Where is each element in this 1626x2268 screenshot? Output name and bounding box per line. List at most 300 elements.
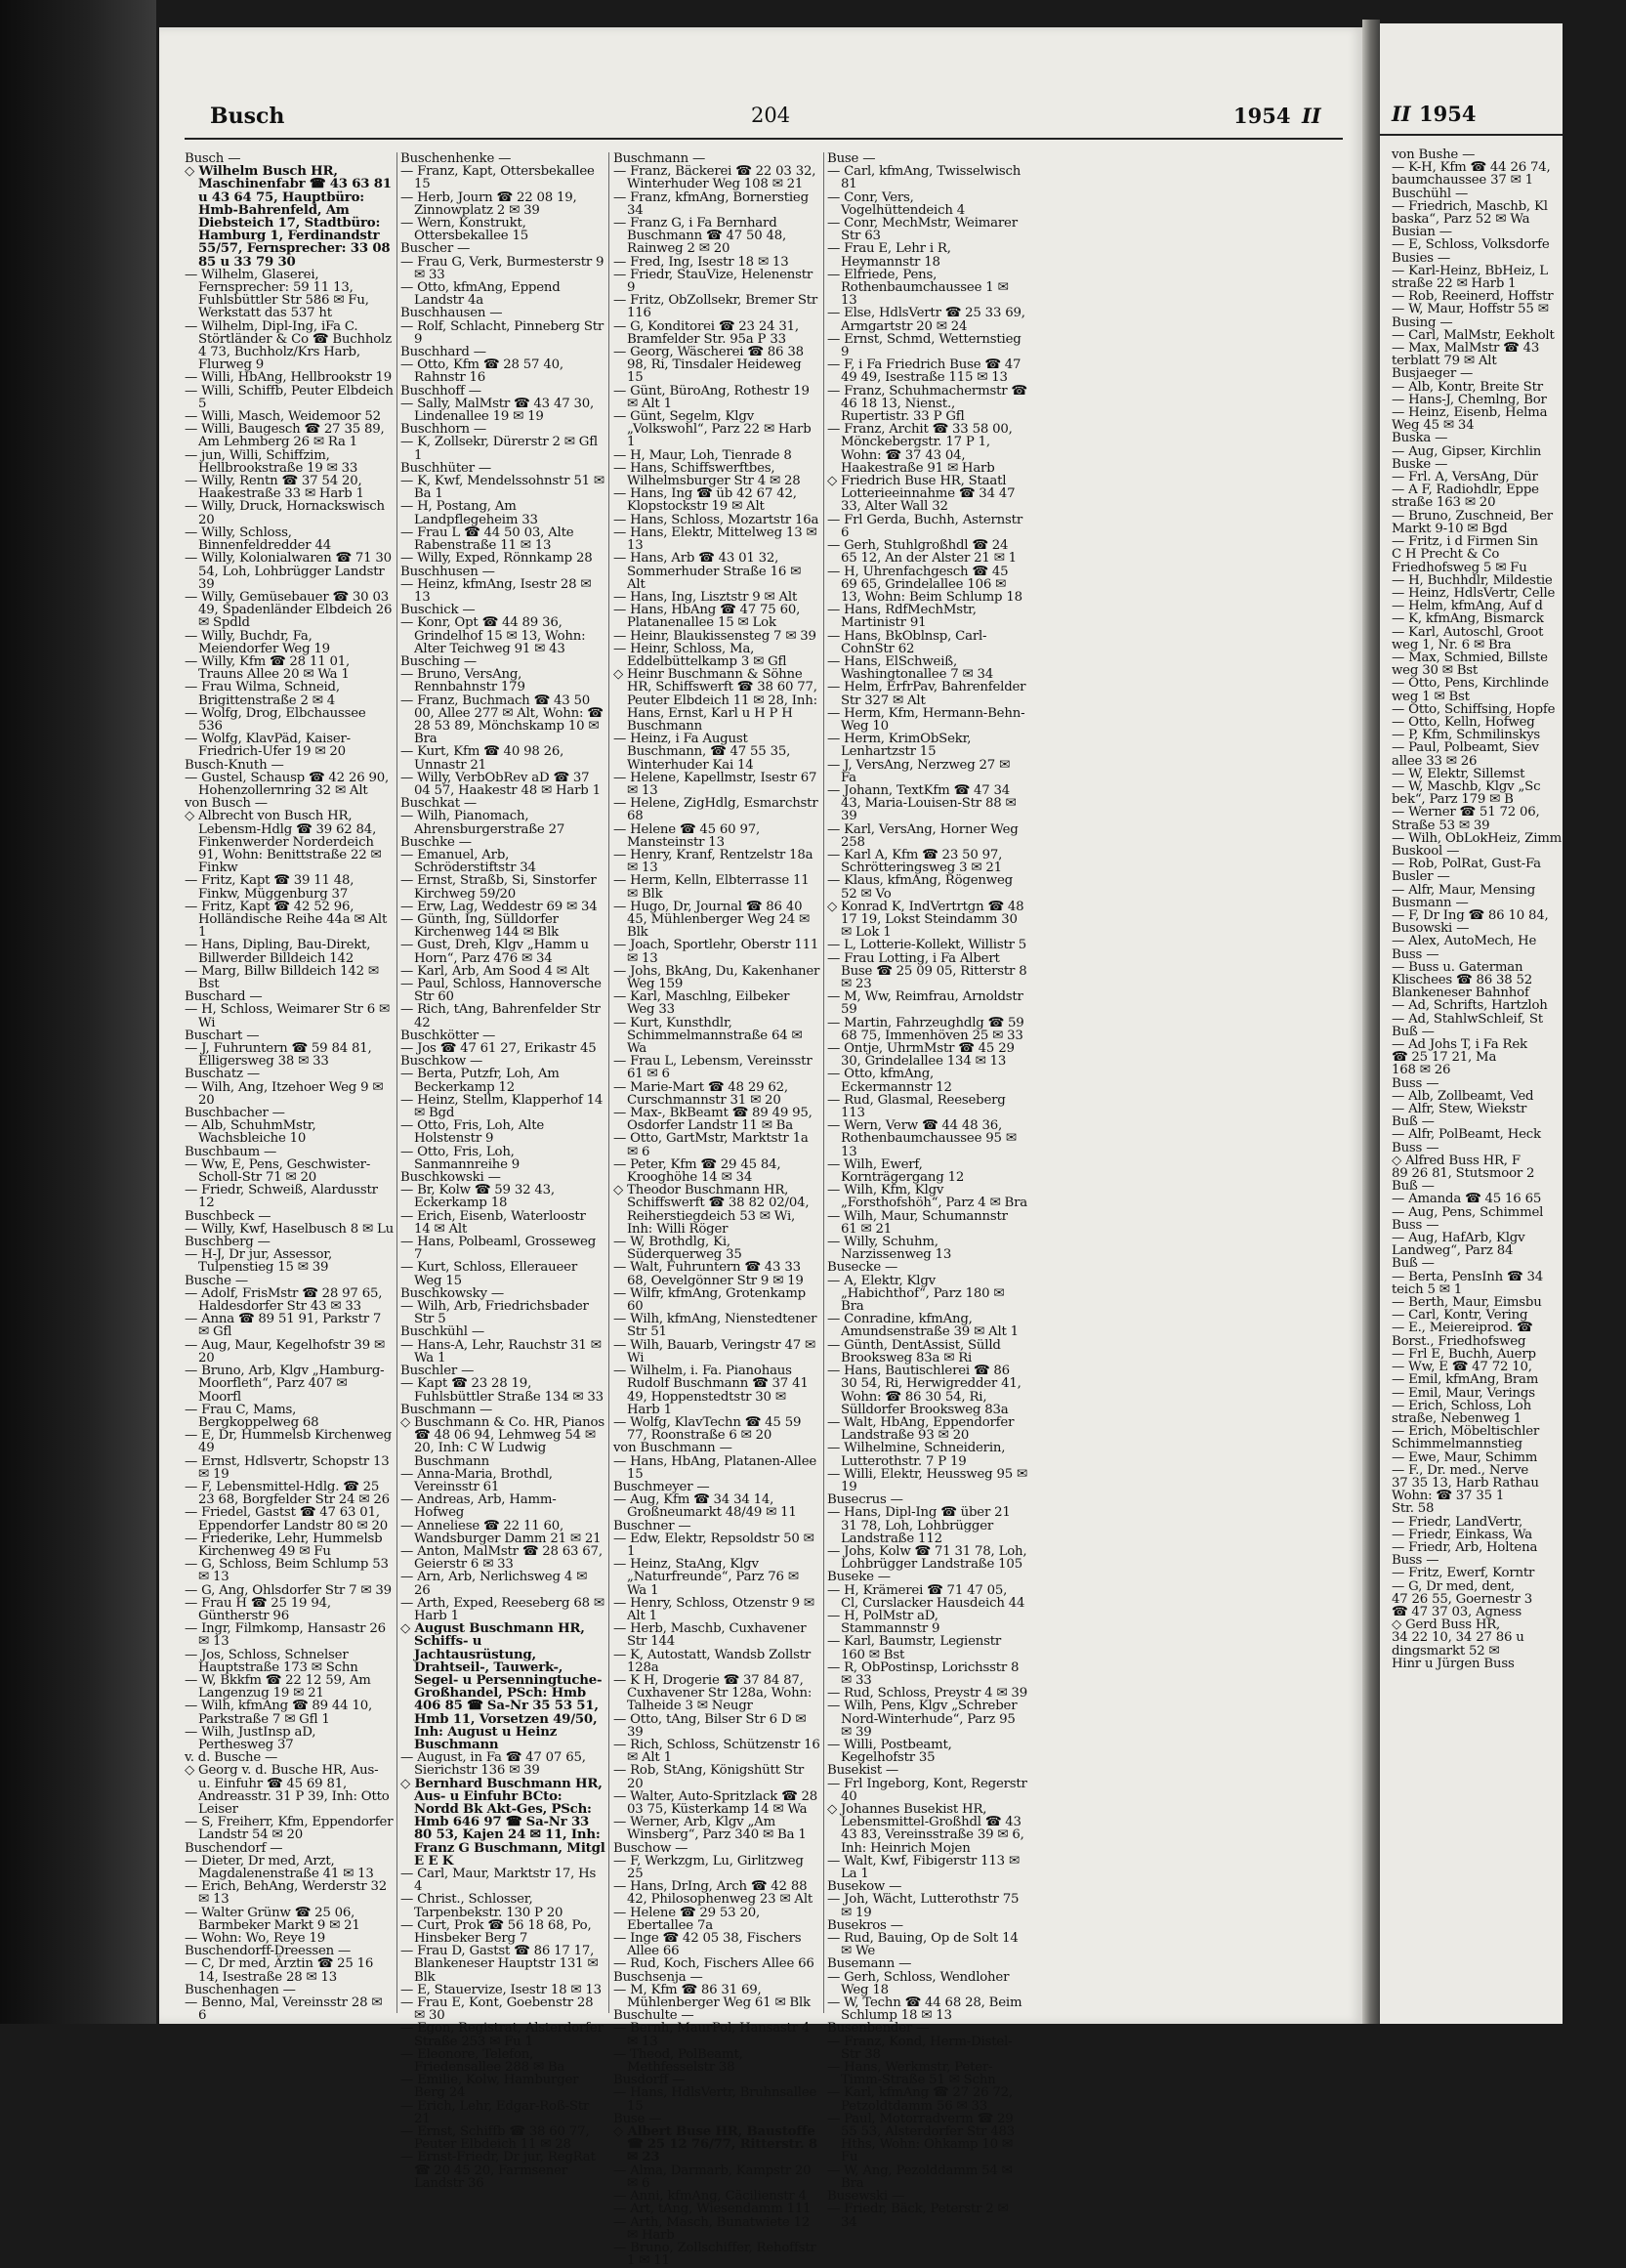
directory-entry: — Alfr, Maur, Mensing bbox=[1392, 882, 1536, 898]
directory-entry: — E., Meiereiprod. ☎ bbox=[1392, 1321, 1533, 1336]
header-rule bbox=[185, 138, 1343, 140]
directory-entry: — G, Ang, Ohlsdorfer Str 7 ✉ 39 bbox=[185, 1582, 392, 1598]
directory-entry: 168 ✉ 26 bbox=[1392, 1063, 1451, 1078]
directory-entry: — M, Kfm ☎ 86 31 69, Mühlenberger Weg 61 ✉ Blk bbox=[613, 1982, 811, 2011]
directory-entry: — J, Fuhruntern ☎ 59 84 81, Elligersweg 38 ✉ 33 bbox=[185, 1041, 372, 1070]
directory-entry: — Otto, kfmAng, Eckermannstr 12 bbox=[827, 1067, 952, 1095]
directory-entry: — F., Dr. med., Nerve bbox=[1392, 1462, 1529, 1478]
directory-entry: — W, Elektr, Sillemst bbox=[1392, 766, 1525, 781]
directory-entry: — Willy, Kolonialwaren ☎ 71 30 54, Loh, Lohbrügger Landstr 39 bbox=[185, 551, 392, 592]
directory-entry: — Else, HdlsVertr ☎ 25 33 69, Armgartstr 20 ✉ 24 bbox=[827, 306, 1025, 334]
directory-entry: — Ww, E ☎ 47 72 10, bbox=[1392, 1360, 1532, 1375]
surname-heading: Buse — bbox=[613, 2111, 662, 2126]
surname-heading: Buschhüter — bbox=[400, 460, 491, 476]
directory-entry: — Alb, Zollbeamt, Ved bbox=[1392, 1088, 1534, 1104]
surname-heading: Busmann — bbox=[1392, 895, 1469, 910]
directory-entry: — Otto, Fris, Loh, Sanmannreihe 9 bbox=[400, 1144, 521, 1172]
directory-entry: — Otto, tAng, Bilser Str 6 D ✉ 39 bbox=[613, 1711, 807, 1740]
directory-entry: — Willi, Masch, Weidemoor 52 bbox=[185, 409, 381, 425]
directory-entry: — Max-, BkBeamt ☎ 89 49 95, Osdorfer Landstr 11 ✉ Ba bbox=[613, 1106, 813, 1134]
directory-entry: — Günt, BüroAng, Rothestr 19 ✉ Alt 1 bbox=[613, 383, 810, 411]
surname-heading: Buschühl — bbox=[1392, 186, 1469, 201]
directory-entry: — Heinr, Schloss, Ma, Eddelbüttelkamp 3 ✉ Gfl bbox=[613, 641, 787, 669]
directory-entry: — Willy, Druck, Hornackswisch 20 bbox=[185, 499, 385, 527]
directory-entry: — Erich, Lehr, Edgar-Roß-Str 21 bbox=[400, 2098, 590, 2126]
surname-heading: Buschke — bbox=[400, 834, 472, 850]
directory-entry: — Frau G, Verk, Burmesterstr 9 ✉ 33 bbox=[400, 254, 605, 282]
surname-heading: Buschard — bbox=[185, 989, 263, 1005]
directory-entry: — Erich, Möbeltischler bbox=[1392, 1424, 1540, 1440]
directory-entry: — Karl, VersAng, Horner Weg 258 bbox=[827, 821, 1019, 850]
directory-entry: — Heinz, HdlsVertr, Celle bbox=[1392, 585, 1556, 601]
directory-entry: — Rud, Bauing, Op de Solt 14 ✉ We bbox=[827, 1931, 1019, 1959]
surname-heading: von Busch — bbox=[185, 796, 268, 812]
surname-heading: Buss — bbox=[1392, 1553, 1439, 1569]
directory-entry: — Wilh, Maur, Schumannstr 61 ✉ 21 bbox=[827, 1208, 1008, 1237]
directory-entry: — Franz, Schuhmachermstr ☎ 46 18 13, Nienst., Rupertistr. 33 P Gfl bbox=[827, 383, 1027, 425]
directory-entry: — Hans-A, Lehr, Rauchstr 31 ✉ Wa 1 bbox=[400, 1337, 602, 1365]
directory-entry: — Wern, Verw ☎ 44 48 36, Rothenbaumchaussee 95 ✉ 13 bbox=[827, 1118, 1017, 1159]
directory-entry: — A, Elektr, Klgv „Habichthof“, Parz 180 ✉ Bra bbox=[827, 1273, 1005, 1315]
surname-heading: Busch — bbox=[185, 151, 241, 166]
directory-entry: — Wilh, Bauarb, Veringstr 47 ✉ Wi bbox=[613, 1337, 815, 1365]
directory-entry: — Gustel, Schausp ☎ 42 26 90, Hohenzollernring 32 ✉ Alt bbox=[185, 770, 390, 798]
directory-entry: — Hans, Bautischlerei ☎ 86 30 54, Ri, Herwigredder 41, Wohn: ☎ 86 30 54, Ri, Sülldorfer Brooksweg 83a bbox=[827, 1364, 1021, 1417]
directory-entry: — Amanda ☎ 45 16 65 bbox=[1392, 1192, 1542, 1207]
directory-entry: — Fritz, Kapt ☎ 39 11 48, Finkw, Müggenburg 37 bbox=[185, 873, 354, 902]
directory-entry: — Franz, kfmAng, Bornerstieg 34 bbox=[613, 189, 809, 218]
directory-entry: — Willi, Elektr, Heussweg 95 ✉ 19 bbox=[827, 1466, 1027, 1494]
surname-heading: Buschner — bbox=[613, 1518, 691, 1533]
directory-entry: straße 22 ✉ Harb 1 bbox=[1392, 276, 1517, 292]
directory-entry: ◇ Heinr Buschmann & Söhne HR, Schiffswerft ☎ 38 60 77, Peuter Elbdeich 11 ✉ 28, Inh: Hans, Ernst, Karl u H P H Buschmann bbox=[613, 667, 817, 734]
directory-entry: — Aug, Gipser, Kirchlin bbox=[1392, 443, 1542, 459]
directory-entry: — H, Maur, Loh, Tienrade 8 bbox=[613, 447, 792, 463]
directory-entry: — Curt, Prok ☎ 56 18 68, Po, Hinsbeker Berg 7 bbox=[400, 1917, 592, 1947]
directory-entry: — Conr, MechMstr, Weimarer Str 63 bbox=[827, 216, 1018, 244]
directory-entry: — Bernh, MaurPol, Hansastr 4 ✉ 13 bbox=[613, 2021, 811, 2049]
surname-heading: Buschenhagen — bbox=[185, 1982, 296, 1997]
directory-entry: — Herm, Kfm, Hermann-Behn-Weg 10 bbox=[827, 705, 1025, 734]
surname-heading: Buß — bbox=[1392, 1256, 1435, 1272]
surname-heading: Busch-Knuth — bbox=[185, 757, 284, 773]
directory-entry: — Erich, BehAng, Werderstr 32 ✉ 13 bbox=[185, 1879, 388, 1908]
surname-heading: Busler — bbox=[1392, 869, 1450, 885]
directory-entry: — Heinz, kfmAng, Isestr 28 ✉ 13 bbox=[400, 576, 592, 605]
directory-entry: — Kapt ☎ 23 28 19, Fuhlsbüttler Straße 134 ✉ 33 bbox=[400, 1376, 604, 1405]
column-3 bbox=[613, 151, 820, 2268]
column-divider bbox=[608, 152, 609, 2013]
directory-entry: — Hans, Ing, Lisztstr 9 ✉ Alt bbox=[613, 589, 798, 605]
directory-entry: — Wilh, Arb, Friedrichsbader Str 5 bbox=[400, 1299, 589, 1327]
surname-heading: Buschkötter — bbox=[400, 1028, 496, 1043]
scan-background-left bbox=[0, 0, 156, 2024]
right-running-head-year: 1954 bbox=[1419, 102, 1477, 126]
column-divider bbox=[396, 152, 397, 2013]
directory-entry: — Frau Wilma, Schneid, Brigittenstraße 2 ✉ 4 bbox=[185, 680, 340, 708]
directory-entry: — Wilhelm, i. Fa. Pianohaus Rudolf Buschmann ☎ 37 41 49, Hoppenstedtstr 30 ✉ Harb 1 bbox=[613, 1364, 809, 1417]
directory-entry: — G, Dr med, dent, bbox=[1392, 1578, 1515, 1594]
directory-entry: baska“, Parz 52 ✉ Wa bbox=[1392, 212, 1530, 228]
directory-entry: — Heinr, Blaukissensteg 7 ✉ 39 bbox=[613, 628, 816, 644]
directory-entry: — Wilh, JustInsp aD, Perthesweg 37 bbox=[185, 1724, 316, 1752]
directory-entry: teich 5 ✉ 1 bbox=[1392, 1281, 1463, 1297]
directory-entry: — Ingr, Filmkomp, Hansastr 26 ✉ 13 bbox=[185, 1621, 386, 1650]
directory-entry: — Heinz, Eisenb, Helma bbox=[1392, 405, 1548, 421]
book-gutter bbox=[1362, 20, 1380, 2024]
directory-entry: — Herb, Journ ☎ 22 08 19, Zinnowplatz 2 ✉ 39 bbox=[400, 189, 577, 218]
directory-entry: — Frau C, Mams, Bergkoppelweg 68 bbox=[185, 1402, 319, 1430]
directory-entry: 34 22 10, 34 27 86 u bbox=[1392, 1630, 1524, 1646]
directory-entry: — E, Dr, Hummelsb Kirchenweg 49 bbox=[185, 1428, 392, 1456]
directory-entry: — Hans, DrIng, Arch ☎ 42 88 42, Philosophenweg 23 ✉ Alt bbox=[613, 1879, 813, 1908]
directory-entry: — Hans, HbAng, Platanen-Allee 15 bbox=[613, 1453, 817, 1482]
directory-entry: — Wilh, Pens, Klgv „Schreber Nord-Winterhude“, Parz 95 ✉ 39 bbox=[827, 1699, 1018, 1740]
directory-entry: — Willi, Baugesch ☎ 27 35 89, Am Lehmberg 26 ✉ Ra 1 bbox=[185, 422, 385, 450]
surname-heading: Buske — bbox=[1392, 456, 1448, 472]
column-divider bbox=[823, 152, 824, 2013]
directory-entry: — Helene, ZigHdlg, Esmarchstr 68 bbox=[613, 796, 818, 824]
directory-entry: — Rud, Glasmal, Reeseberg 113 bbox=[827, 1092, 1006, 1121]
directory-page-right bbox=[1380, 23, 1563, 2024]
column-2 bbox=[400, 151, 605, 2191]
directory-entry: — Walt, HbAng, Eppendorfer Landstraße 93 ✉ 20 bbox=[827, 1414, 1015, 1444]
directory-entry: — Heinz, StaAng, Klgv „Naturfreunde“, Parz 76 ✉ Wa 1 bbox=[613, 1557, 799, 1598]
directory-entry: C H Precht & Co bbox=[1392, 547, 1500, 563]
directory-entry: — Edw, Elektr, Repsoldstr 50 ✉ 1 bbox=[613, 1531, 814, 1559]
surname-heading: Buss — bbox=[1392, 1075, 1439, 1091]
surname-heading: Buschart — bbox=[185, 1028, 260, 1043]
directory-entry: — Ernst, Schiffb ☎ 38 60 77, Peuter Elbdeich 11 ✉ 28 bbox=[400, 2124, 590, 2153]
directory-entry: — Hans, Dipl-Ing ☎ über 21 31 78, Loh, Lohbrügger Landstraße 112 bbox=[827, 1505, 1011, 1546]
directory-entry: — Ontje, UhrmMstr ☎ 45 29 30, Grindelallee 134 ✉ 13 bbox=[827, 1041, 1015, 1070]
directory-entry: — Franz, Kond, Herm-Distel-Str 38 bbox=[827, 2034, 1013, 2062]
directory-entry: — Paul, Polbeamt, Siev bbox=[1392, 740, 1539, 756]
directory-entry: — W, Ang, Pezolddamm 54 ✉ Bra bbox=[827, 2163, 1013, 2191]
directory-entry: Klischees ☎ 86 38 52 bbox=[1392, 973, 1533, 987]
surname-heading: Buska — bbox=[1392, 431, 1448, 446]
directory-entry: — Rich, Schloss, Schützenstr 16 ✉ Alt 1 bbox=[613, 1737, 820, 1766]
surname-heading: Buschkat — bbox=[400, 796, 478, 812]
directory-entry: terblatt 79 ✉ Alt bbox=[1392, 354, 1497, 369]
directory-entry: — Alfr, Stew, Wiekstr bbox=[1392, 1102, 1527, 1117]
directory-entry: 89 26 81, Stutsmoor 2 bbox=[1392, 1166, 1535, 1182]
directory-entry: Blankeneser Bahnhof bbox=[1392, 986, 1529, 1001]
directory-entry: ◇ Konrad K, IndVertrtgn ☎ 48 17 19, Lokst Steindamm 30 ✉ Lok 1 bbox=[827, 899, 1024, 941]
surname-heading: Buschsenja — bbox=[613, 1969, 703, 1985]
directory-entry: — Inge ☎ 42 05 38, Fischers Allee 66 bbox=[613, 1931, 802, 1959]
surname-heading: Buschendorff-Dreessen — bbox=[185, 1944, 352, 1959]
directory-entry: — Theod, PolBeamt, Methfesselstr 38 bbox=[613, 2046, 743, 2076]
directory-entry: 37 35 13, Harb Rathau bbox=[1392, 1475, 1539, 1491]
directory-entry: — Ad, StahlwSchleif, St bbox=[1392, 1011, 1543, 1027]
directory-entry: weg 30 ✉ Bst bbox=[1392, 663, 1479, 679]
directory-entry: — Hans, Polbeaml, Grosseweg 7 bbox=[400, 1235, 597, 1263]
directory-entry: — Joach, Sportlehr, Oberstr 111 ✉ 13 bbox=[613, 938, 819, 966]
surname-heading: von Buschmann — bbox=[613, 1441, 732, 1456]
directory-entry: — Berta, Putzfr, Loh, Am Beckerkamp 12 bbox=[400, 1067, 560, 1095]
directory-entry: — Willy, Buchdr, Fa, Meiendorfer Weg 19 bbox=[185, 628, 330, 656]
directory-entry: ◇ Bernhard Buschmann HR, Aus- u Einfuhr BCto: Nordd Bk Akt-Ges, PSch: Hmb 646 97 ☎ Sa-Nr 33 80 53, Kajen 24 ✉ 11, Inh: Franz G Buschmann, Mitgl E E K bbox=[400, 1776, 605, 1869]
directory-entry: — Ernst-Friedr, Dr jur, RegRat ☎ 20 45 20, Farmsener Landstr 36 bbox=[400, 2150, 596, 2191]
directory-entry: — Bruno, Arb, Klgv „Hamburg-Moorfleth“, Parz 407 ✉ Moorfl bbox=[185, 1364, 385, 1405]
directory-entry: — Wilh, kfmAng, Nienstedtener Str 51 bbox=[613, 1312, 817, 1340]
directory-entry: — Berth, Maur, Eimsbu bbox=[1392, 1295, 1542, 1311]
directory-entry: — S, Freiherr, Kfm, Eppendorfer Landstr 54 ✉ 20 bbox=[185, 1815, 394, 1843]
directory-entry: — Willi, Schiffb, Peuter Elbdeich 5 bbox=[185, 383, 394, 411]
surname-heading: Buss — bbox=[1392, 1217, 1439, 1233]
directory-entry: — Wilh, Kfm, Klgv „Forsthofshöh“, Parz 4 ✉ Bra bbox=[827, 1183, 1027, 1211]
directory-entry: — Helene, Kapellmstr, Isestr 67 ✉ 13 bbox=[613, 770, 817, 798]
surname-heading: Buß — bbox=[1392, 1179, 1435, 1195]
surname-heading: Buschhoff — bbox=[400, 383, 481, 399]
directory-entry: — Max, Schmied, Billste bbox=[1392, 650, 1548, 665]
directory-entry: — A F, Radiohdlr, Eppe bbox=[1392, 483, 1539, 498]
directory-entry: — Fritz, ObZollsekr, Bremer Str 116 bbox=[613, 293, 818, 321]
directory-entry: — H, Krämerei ☎ 71 47 05, Cl, Curslacker Hausdeich 44 bbox=[827, 1582, 1025, 1611]
directory-entry: — Friedr, Arb, Holtena bbox=[1392, 1539, 1538, 1555]
directory-entry: — Eleonore, Telefon, Friedensallee 288 ✉ Ba bbox=[400, 2046, 565, 2076]
surname-heading: Buschmann — bbox=[400, 1402, 493, 1417]
directory-entry: Schimmelmannstieg bbox=[1392, 1437, 1522, 1452]
directory-entry: — Carl, Maur, Marktstr 17, Hs 4 bbox=[400, 1867, 597, 1895]
directory-entry: — Elfriede, Pens, Rothenbaumchaussee 1 ✉ 13 bbox=[827, 267, 1009, 309]
directory-entry: — Hans, BkOblnsp, Carl-CohnStr 62 bbox=[827, 628, 987, 656]
directory-entry: — K H, Drogerie ☎ 37 84 87, Cuxhavener Str 128a, Wohn: Talheide 3 ✉ Neugr bbox=[613, 1672, 813, 1714]
directory-entry: — Henry, Kranf, Rentzelstr 18a ✉ 13 bbox=[613, 847, 813, 876]
directory-entry: — Henry, Schloss, Otzenstr 9 ✉ Alt 1 bbox=[613, 1595, 814, 1623]
directory-entry: — Hans-J, Chemlng, Bor bbox=[1392, 392, 1547, 407]
directory-entry: — Hans, RdfMechMstr, Martinistr 91 bbox=[827, 603, 977, 631]
directory-entry: — Otto, Kfm ☎ 28 57 40, Rahnstr 16 bbox=[400, 357, 563, 386]
directory-entry: — Wilh, Ang, Itzehoer Weg 9 ✉ 20 bbox=[185, 1079, 384, 1108]
directory-entry: ◇ August Buschmann HR, Schiffs- u Jachtausrüstung, Drahtseil-, Tauwerk-, Segel- u Persenningtuche-Großhandel, PSch: Hmb 406 85 ☎ Sa-Nr 35 53 51, Hmb 11, Vorsetzen 49/50, Inh: August u Heinz Buschmann bbox=[400, 1621, 603, 1752]
directory-entry: allee 33 ✉ 26 bbox=[1392, 753, 1478, 769]
directory-entry: — Bruno, Zollschiffer, Rehoffstr 1 ✉ 11 bbox=[613, 2240, 816, 2268]
directory-entry: — Karl, Autoschl, Groot bbox=[1392, 624, 1544, 640]
directory-entry: — Willy, Gemüsebauer ☎ 30 03 49, Spadenländer Elbdeich 26 ✉ Spdld bbox=[185, 589, 393, 631]
surname-heading: Buschatz — bbox=[185, 1067, 260, 1082]
directory-entry: — Anna ☎ 89 51 91, Parkstr 7 ✉ Gfl bbox=[185, 1312, 382, 1340]
directory-entry: ◇ Wilhelm Busch HR, Maschinenfabr ☎ 43 63 81 u 43 64 75, Hauptbüro: Hmb-Bahrenfeld, Am Diebsteich 17, Stadtbüro: Hamburg 1, Ferdinandstr 55/57, Fernsprecher: 33 08 85 u 33 79 30 bbox=[185, 164, 392, 270]
directory-entry: — Emil, kfmAng, Bram bbox=[1392, 1372, 1539, 1388]
directory-entry: — Helm, ErfrPav, Bahrenfelder Str 327 ✉ Alt bbox=[827, 680, 1026, 708]
directory-entry: — Anton, MalMstr ☎ 28 63 67, Geierstr 6 ✉ 33 bbox=[400, 1543, 603, 1573]
directory-entry: weg 1, Nr. 6 ✉ Bra bbox=[1392, 637, 1512, 652]
directory-entry: — Karl, Baumstr, Legienstr 160 ✉ Bst bbox=[827, 1634, 1002, 1662]
directory-entry: — Frl Gerda, Buchh, Asternstr 6 bbox=[827, 512, 1022, 540]
directory-entry: — Wolfg, KlavTechn ☎ 45 59 77, Roonstraße 6 ✉ 20 bbox=[613, 1414, 802, 1444]
right-running-head-volume: II bbox=[1392, 102, 1411, 126]
directory-entry: baumchaussee 37 ✉ 1 bbox=[1392, 173, 1533, 189]
surname-heading: Busche — bbox=[185, 1273, 248, 1288]
directory-entry: Borst., Friedhofsweg bbox=[1392, 1333, 1526, 1349]
surname-heading: Buss — bbox=[1392, 946, 1439, 962]
directory-entry: — M, Ww, Reimfrau, Arnoldstr 59 bbox=[827, 989, 1023, 1018]
directory-entry: — W, Maur, Hoffstr 55 ✉ bbox=[1392, 302, 1549, 317]
surname-heading: Busian — bbox=[1392, 225, 1452, 240]
directory-entry: 47 26 55, Goernestr 3 bbox=[1392, 1591, 1532, 1607]
directory-entry: Hinr u Jürgen Buss bbox=[1392, 1656, 1515, 1671]
directory-entry: — Frl E, Buchh, Auerp bbox=[1392, 1346, 1536, 1362]
directory-entry: — Emilie, Kolw, Hamburger Berg 24 bbox=[400, 2073, 579, 2101]
right-header-rule bbox=[1380, 134, 1563, 136]
surname-heading: Buß — bbox=[1392, 1114, 1435, 1130]
directory-entry: — H, Uhrenfachgesch ☎ 45 69 65, Grindelallee 106 ✉ 13, Wohn: Beim Schlump 18 bbox=[827, 564, 1022, 605]
directory-entry: — Hans, Dipling, Bau-Direkt, Billwerder Billdeich 142 bbox=[185, 938, 371, 966]
directory-entry: — Friedr, Bäck, Peterstr 2 ✉ 34 bbox=[827, 2202, 1009, 2230]
directory-entry: — R, ObPostinsp, Lorichsstr 8 ✉ 33 bbox=[827, 1659, 1020, 1688]
directory-entry: — Erich, Eisenb, Waterloostr 14 ✉ Alt bbox=[400, 1208, 586, 1237]
directory-entry: — C, Dr med, Ärztin ☎ 25 16 14, Isestraße 28 ✉ 13 bbox=[185, 1956, 374, 1985]
directory-entry: — Rich, tAng, Bahrenfelder Str 42 bbox=[400, 1002, 601, 1030]
directory-entry: — Wilhelm, Glaserei, Fernsprecher: 59 11 13, Fuhlsbüttler Str 586 ✉ Fu, Werkstatt das 537 ht bbox=[185, 267, 369, 321]
directory-entry: — Alb, Kontr, Breite Str bbox=[1392, 379, 1543, 395]
directory-entry: Markt 9-10 ✉ Bgd bbox=[1392, 521, 1508, 536]
directory-entry: ◇ Georg v. d. Busche HR, Aus- u. Einfuhr ☎ 45 69 81, Andreasstr. 31 P 39, Inh: Otto Leiser bbox=[185, 1763, 390, 1817]
directory-entry: — Franz, Archit ☎ 33 58 00, Mönckebergstr. 17 P 1, Wohn: ☎ 37 43 04, Haakestraße 91 ✉ Harb bbox=[827, 422, 1013, 476]
directory-entry: — Joh, Wächt, Lutterothstr 75 ✉ 19 bbox=[827, 1892, 1020, 1920]
directory-entry: — Friedel, Gastst ☎ 47 63 01, Eppendorfer Landstr 80 ✉ 20 bbox=[185, 1505, 389, 1533]
directory-entry: — Rolf, Schlacht, Pinneberg Str 9 bbox=[400, 318, 605, 347]
directory-entry: — Heinz, Stellm, Klapperhof 14 ✉ Bgd bbox=[400, 1092, 604, 1121]
directory-entry: — Ewe, Maur, Schimm bbox=[1392, 1449, 1538, 1465]
surname-heading: Busies — bbox=[1392, 250, 1451, 266]
directory-entry: — Wilfr, kfmAng, Grotenkamp 60 bbox=[613, 1285, 806, 1315]
directory-entry: — H, Buchhdlr, Mildestie bbox=[1392, 572, 1553, 588]
directory-entry: — Kurt, Schloss, Elleraueer Weg 15 bbox=[400, 1260, 577, 1288]
directory-entry: — Karl, Maschlng, Eilbeker Weg 33 bbox=[613, 989, 790, 1018]
directory-entry: — Wilh, ObLokHeiz, Zimm bbox=[1392, 830, 1563, 846]
directory-entry: — Wolfg, KlavPäd, Kaiser-Friedrich-Ufer 19 ✉ 20 bbox=[185, 732, 351, 760]
running-head-year: 1954 bbox=[1233, 104, 1291, 128]
directory-entry: — H, PolMstr aD, Stammannstr 9 bbox=[827, 1608, 940, 1637]
directory-entry: — Hans, Schiffswerftbes, Wilhelmsburger Str 4 ✉ 28 bbox=[613, 460, 801, 489]
directory-entry: — Helene ☎ 29 53 20, Ebertallee 7a bbox=[613, 1905, 760, 1933]
directory-entry: — Otto, Pens, Kirchlinde bbox=[1392, 676, 1549, 692]
directory-entry: — Herm, KrimObSekr, Lenhartzstr 15 bbox=[827, 732, 972, 760]
directory-entry: — Willy, Kfm ☎ 28 11 01, Trauns Allee 20 ✉ Wa 1 bbox=[185, 653, 351, 683]
directory-entry: — Otto, GartMstr, Marktstr 1a ✉ 6 bbox=[613, 1131, 809, 1159]
directory-entry: — G, Konditorei ☎ 23 24 31, Bramfelder Str. 95a P 33 bbox=[613, 318, 799, 347]
directory-entry: — Rob, Reeinerd, Hoffstr bbox=[1392, 289, 1554, 305]
directory-entry: — Fritz, Kapt ☎ 42 52 96, Holländische Reihe 44a ✉ Alt 1 bbox=[185, 899, 388, 941]
directory-entry: — Emil, Maur, Verings bbox=[1392, 1385, 1535, 1401]
surname-heading: von Bushe — bbox=[1392, 147, 1476, 162]
directory-entry: — Friedr, Einkass, Wa bbox=[1392, 1527, 1532, 1542]
directory-entry: — Georg, Wäscherei ☎ 86 38 98, Ri, Tinsdaler Heideweg 15 bbox=[613, 345, 804, 386]
directory-entry: Friedhofsweg 5 ✉ Fu bbox=[1392, 560, 1527, 575]
directory-entry: — Hans, Schloss, Mozartstr 16a bbox=[613, 512, 819, 527]
directory-entry: — Walter Grünw ☎ 25 06, Barmbeker Markt 9 ✉ 21 bbox=[185, 1905, 360, 1933]
directory-entry: — Helene ☎ 45 60 97, Mansteinstr 13 bbox=[613, 821, 760, 850]
directory-entry: — Alfr, PolBeamt, Heck bbox=[1392, 1127, 1541, 1143]
directory-entry: — Alb, SchuhmMstr, Wachsbleiche 10 bbox=[185, 1118, 316, 1147]
directory-entry: — Wilhelm, Dipl-Ing, iFa C. Störtländer & Co ☎ Buchholz 4 73, Buchholz/Krs Harb, Flurweg 9 bbox=[185, 318, 392, 373]
directory-entry: — Ernst, Hdlsvertr, Schopstr 13 ✉ 19 bbox=[185, 1453, 390, 1482]
directory-entry: — Helm, kfmAng, Auf d bbox=[1392, 599, 1543, 614]
directory-entry: — Gerh, Stuhlgroßhdl ☎ 24 65 12, An der Alster 21 ✉ 1 bbox=[827, 538, 1017, 567]
directory-entry: — Johann, TextKfm ☎ 47 34 43, Maria-Louisen-Str 88 ✉ 39 bbox=[827, 782, 1017, 824]
directory-entry: — Gerh, Schloss, Wendloher Weg 18 bbox=[827, 1969, 1010, 1997]
directory-entry: — Willy, Kwf, Haselbusch 8 ✉ Lu bbox=[185, 1221, 394, 1237]
directory-entry: — Adolf, FrisMstr ☎ 28 97 65, Haldesdorfer Str 43 ✉ 33 bbox=[185, 1285, 383, 1315]
directory-entry: — Kurt, Kunsthdlr, Schimmelmannstraße 64 ✉ Wa bbox=[613, 1015, 803, 1057]
directory-entry: — Wern, Konstrukt, Ottersbekallee 15 bbox=[400, 216, 528, 244]
directory-entry: — Günth, DentAssist, Sülld Brooksweg 83a ✉ Ri bbox=[827, 1337, 1001, 1365]
directory-entry: — Willy, Exped, Rönnkamp 28 bbox=[400, 551, 593, 567]
column-4 bbox=[827, 151, 1027, 2230]
directory-entry: — Marie-Mart ☎ 48 29 62, Curschmannstr 31 ✉ 20 bbox=[613, 1079, 788, 1108]
directory-entry: — Frau Lotting, i Fa Albert Buse ☎ 25 09 05, Ritterstr 8 ✉ 23 bbox=[827, 950, 1027, 991]
directory-entry: — Wolfg, Drog, Elbchaussee 536 bbox=[185, 705, 366, 734]
directory-entry: — Arth, Masch, Bunatwiete 12 ✉ Harb bbox=[613, 2214, 811, 2243]
directory-entry: — Marg, Billw Billdeich 142 ✉ Bst bbox=[185, 963, 379, 991]
directory-entry: — Ww, E, Pens, Geschwister-Scholl-Str 71 ✉ 20 bbox=[185, 1156, 371, 1186]
directory-entry: — Aug, Pens, Schimmel bbox=[1392, 1204, 1544, 1220]
directory-entry: — Rud, Schloss, Preystr 4 ✉ 39 bbox=[827, 1686, 1027, 1701]
directory-entry: — Hugo, Dr, Journal ☎ 86 40 45, Mühlenberger Weg 24 ✉ Blk bbox=[613, 899, 810, 941]
surname-heading: Buschmann — bbox=[613, 151, 706, 166]
directory-entry: — Egon, Registrat, Alsterdorfer Straße 253 ✉ Fu 1 bbox=[400, 2021, 604, 2049]
surname-heading: Buss — bbox=[1392, 1140, 1439, 1155]
directory-entry: — Otto, Schiffsing, Hopfe bbox=[1392, 701, 1556, 717]
directory-entry: — F, Dr Ing ☎ 86 10 84, bbox=[1392, 907, 1549, 923]
directory-entry: — Ernst, Schmd, Wetternstieg 9 bbox=[827, 331, 1021, 360]
running-head-volume: II bbox=[1302, 104, 1321, 128]
directory-entry: — Erw, Lag, Weddestr 69 ✉ 34 bbox=[400, 899, 598, 914]
directory-entry: — Herm, Kelln, Elbterrasse 11 ✉ Blk bbox=[613, 873, 810, 902]
directory-entry: ◇ Friedrich Buse HR, Staatl Lotterieeinnahme ☎ 34 47 33, Alter Wall 32 bbox=[827, 474, 1016, 515]
surname-heading: Buschick — bbox=[400, 603, 476, 618]
directory-entry: — Br, Kolw ☎ 59 32 43, Eckerkamp 18 bbox=[400, 1183, 555, 1211]
directory-entry: — Willy, Schuhm, Narzissenweg 13 bbox=[827, 1235, 952, 1263]
directory-entry: — Karl, Arb, Am Sood 4 ✉ Alt bbox=[400, 963, 590, 979]
directory-entry: Landweg“, Parz 84 bbox=[1392, 1243, 1514, 1259]
directory-entry: — K, Kwf, Mendelssohnstr 51 ✉ Ba 1 bbox=[400, 474, 605, 502]
directory-entry: — E, Stauervize, Isestr 18 ✉ 13 bbox=[400, 1982, 602, 1997]
directory-entry: — L, Lotterie-Kollekt, Willistr 5 bbox=[827, 938, 1027, 953]
surname-heading: Busching — bbox=[400, 653, 478, 669]
directory-entry: — Max, MalMstr ☎ 43 bbox=[1392, 341, 1540, 357]
directory-entry: — P, Kfm, Schmilinskys bbox=[1392, 728, 1541, 743]
directory-entry: Weg 45 ✉ 34 bbox=[1392, 418, 1475, 434]
directory-entry: — Carl, Kontr, Vering bbox=[1392, 1308, 1528, 1323]
directory-entry: — Conradine, kfmAng, Amundsenstraße 39 ✉ Alt 1 bbox=[827, 1312, 1019, 1340]
directory-entry: — Hans, HdlsVertr, Bruhnsallee 15 bbox=[613, 2085, 817, 2114]
surname-heading: Busowski — bbox=[1392, 921, 1470, 937]
directory-entry: — Hans, Elektr, Mittelweg 13 ✉ 13 bbox=[613, 525, 817, 554]
directory-entry: — Frau E, Kont, Goebenstr 28 ✉ 30 bbox=[400, 1995, 594, 2024]
directory-entry: — Franz, Kapt, Ottersbekallee 15 bbox=[400, 164, 595, 192]
surname-heading: Busekros — bbox=[827, 1917, 903, 1933]
directory-entry: — Werner, Arb, Klgv „Am Winsberg“, Parz 340 ✉ Ba 1 bbox=[613, 1815, 807, 1843]
directory-entry: — Frl Ingeborg, Kont, Regerstr 40 bbox=[827, 1776, 1027, 1804]
directory-entry: — H-J, Dr jur, Assessor, Tulpenstieg 15 ✉ 39 bbox=[185, 1247, 332, 1276]
directory-entry: — W, Brothdlg, Ki, Süderquerweg 35 bbox=[613, 1235, 742, 1263]
directory-entry: — Willy, Schloss, Binnenfeldredder 44 bbox=[185, 525, 331, 554]
directory-entry: — Aug, Kfm ☎ 34 34 14, Großneumarkt 48/49 ✉ 11 bbox=[613, 1492, 797, 1521]
directory-entry: — Herb, Maschb, Cuxhavener Str 144 bbox=[613, 1621, 807, 1650]
directory-entry: — Ad Johs T, i Fa Rek bbox=[1392, 1037, 1527, 1053]
directory-entry: — Kurt, Kfm ☎ 40 98 26, Unnastr 21 bbox=[400, 744, 564, 773]
directory-entry: — Frau D, Gastst ☎ 86 17 17, Blankeneser Hauptstr 131 ✉ Blk bbox=[400, 1944, 599, 1985]
page-number: 204 bbox=[751, 104, 791, 127]
directory-entry: — Ad, Schrifts, Hartzloh bbox=[1392, 998, 1548, 1014]
directory-entry: — Otto, kfmAng, Eppend Landstr 4a bbox=[400, 280, 561, 309]
directory-entry: — Wilhelmine, Schneiderin, Lutterothstr. 7 P 19 bbox=[827, 1441, 1006, 1469]
surname-heading: v. d. Busche — bbox=[185, 1750, 278, 1766]
